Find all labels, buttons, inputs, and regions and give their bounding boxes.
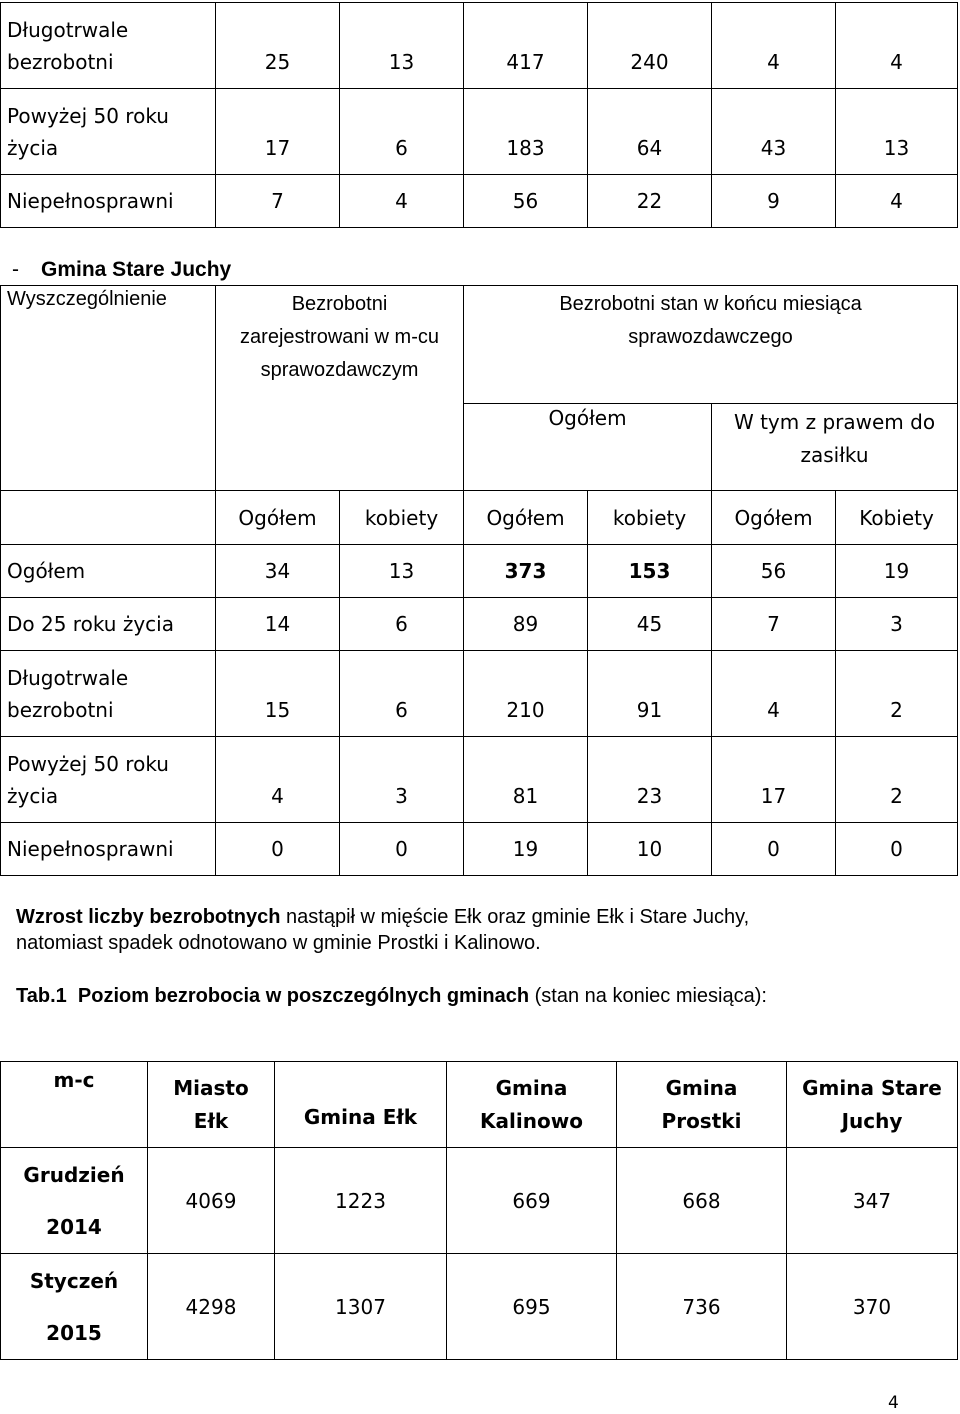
header-state-end-of-month: Bezrobotni stan w końcu miesiąca sprawozdawczego — [464, 286, 958, 404]
cell: 4 — [712, 3, 836, 89]
row-label: Powyżej 50 roku życia — [1, 89, 216, 175]
header-gmina-kalinowo: Gmina Kalinowo — [447, 1062, 617, 1148]
cell: 22 — [588, 175, 712, 228]
cell: 9 — [712, 175, 836, 228]
cell: 4 — [340, 175, 464, 228]
row-month: Grudzień 2014 — [1, 1148, 148, 1254]
cell: 17 — [712, 737, 836, 823]
unemployment-table-stare-juchy — [0, 285, 958, 876]
cell: 91 — [588, 651, 712, 737]
cell: 23 — [588, 737, 712, 823]
subheader-cell: Ogółem — [216, 491, 340, 545]
cell: 15 — [216, 651, 340, 737]
cell: 6 — [340, 651, 464, 737]
cell: 2 — [836, 651, 958, 737]
paragraph-text: natomiast spadek odnotowano w gminie Prostki i Kalinowo. — [16, 932, 541, 954]
cell: 13 — [836, 89, 958, 175]
cell: 1223 — [275, 1148, 447, 1254]
cell: 240 — [588, 3, 712, 89]
row-month: Styczeń 2015 — [1, 1254, 148, 1360]
cell: 19 — [464, 823, 588, 876]
empty-cell — [1, 491, 216, 545]
header-gmina-prostki: Gmina Prostki — [617, 1062, 787, 1148]
row-label: Powyżej 50 roku życia — [1, 737, 216, 823]
cell: 7 — [712, 598, 836, 651]
subheader-cell: Kobiety — [836, 491, 958, 545]
summary-paragraph — [16, 904, 946, 956]
cell: 736 — [617, 1254, 787, 1360]
header-gmina-stare-juchy: Gmina Stare Juchy — [787, 1062, 958, 1148]
cell: 0 — [836, 823, 958, 876]
cell: 6 — [340, 598, 464, 651]
subheader-cell: kobiety — [588, 491, 712, 545]
table-caption — [16, 985, 946, 1008]
table-row — [1, 175, 958, 228]
cell: 4 — [216, 737, 340, 823]
section-title: Gmina Stare Juchy — [41, 258, 232, 281]
cell: 56 — [464, 175, 588, 228]
cell: 183 — [464, 89, 588, 175]
cell: 668 — [617, 1148, 787, 1254]
header-registered: Bezrobotni zarejestrowani w m-cu sprawozdawczym — [216, 286, 464, 491]
table-row — [1, 545, 958, 598]
cell: 695 — [447, 1254, 617, 1360]
cell: 0 — [216, 823, 340, 876]
subheader-cell: Ogółem — [712, 491, 836, 545]
cell: 373 — [464, 545, 588, 598]
cell: 2 — [836, 737, 958, 823]
cell: 3 — [836, 598, 958, 651]
header-gmina-elk: Gmina Ełk — [275, 1062, 447, 1148]
cell: 370 — [787, 1254, 958, 1360]
cell: 13 — [340, 3, 464, 89]
row-label: Ogółem — [1, 545, 216, 598]
cell: 56 — [712, 545, 836, 598]
header-miasto-elk: Miasto Ełk — [148, 1062, 275, 1148]
cell: 43 — [712, 89, 836, 175]
table-row — [1, 823, 958, 876]
cell: 153 — [588, 545, 712, 598]
cell: 4 — [836, 175, 958, 228]
cell: 6 — [340, 89, 464, 175]
header-wyszczegolnienie: Wyszczególnienie — [1, 286, 216, 491]
cell: 0 — [340, 823, 464, 876]
list-dash: - — [12, 258, 19, 281]
caption-title: Poziom bezrobocia w poszczególnych gminach — [77, 985, 530, 1007]
table-row — [1, 1148, 958, 1254]
table-row — [1, 598, 958, 651]
section-heading — [12, 258, 231, 282]
cell: 4 — [836, 3, 958, 89]
cell: 81 — [464, 737, 588, 823]
table-row — [1, 1254, 958, 1360]
caption-label: Tab.1 — [16, 985, 67, 1007]
cell: 3 — [340, 737, 464, 823]
cell: 19 — [836, 545, 958, 598]
header-month: m-c — [1, 1062, 148, 1148]
cell: 64 — [588, 89, 712, 175]
cell: 1307 — [275, 1254, 447, 1360]
row-label: Do 25 roku życia — [1, 598, 216, 651]
row-label: Długotrwale bezrobotni — [1, 3, 216, 89]
cell: 0 — [712, 823, 836, 876]
table-row — [1, 89, 958, 175]
page-number: 4 — [888, 1393, 899, 1413]
header-benefit: W tym z prawem do zasiłku — [712, 404, 958, 491]
cell: 347 — [787, 1148, 958, 1254]
cell: 210 — [464, 651, 588, 737]
cell: 25 — [216, 3, 340, 89]
row-label: Długotrwale bezrobotni — [1, 651, 216, 737]
cell: 4298 — [148, 1254, 275, 1360]
subheader-row — [1, 491, 958, 545]
cell: 17 — [216, 89, 340, 175]
cell: 10 — [588, 823, 712, 876]
cell: 4069 — [148, 1148, 275, 1254]
paragraph-bold: Wzrost liczby bezrobotnych — [16, 906, 281, 928]
unemployment-table-previous — [0, 2, 958, 228]
unemployment-level-table — [0, 1061, 958, 1360]
header-row — [1, 286, 958, 404]
cell: 417 — [464, 3, 588, 89]
subheader-cell: kobiety — [340, 491, 464, 545]
cell: 45 — [588, 598, 712, 651]
cell: 4 — [712, 651, 836, 737]
row-label: Niepełnosprawni — [1, 175, 216, 228]
caption-rest: (stan na koniec miesiąca): — [529, 985, 767, 1007]
header-total: Ogółem — [464, 404, 712, 491]
table-row — [1, 3, 958, 89]
table-row — [1, 651, 958, 737]
paragraph-text: nastąpił w mięście Ełk oraz gminie Ełk i Stare Juchy, — [280, 906, 750, 928]
cell: 13 — [340, 545, 464, 598]
row-label: Niepełnosprawni — [1, 823, 216, 876]
table-row — [1, 737, 958, 823]
cell: 34 — [216, 545, 340, 598]
header-row — [1, 1062, 958, 1148]
cell: 7 — [216, 175, 340, 228]
subheader-cell: Ogółem — [464, 491, 588, 545]
cell: 89 — [464, 598, 588, 651]
cell: 14 — [216, 598, 340, 651]
cell: 669 — [447, 1148, 617, 1254]
